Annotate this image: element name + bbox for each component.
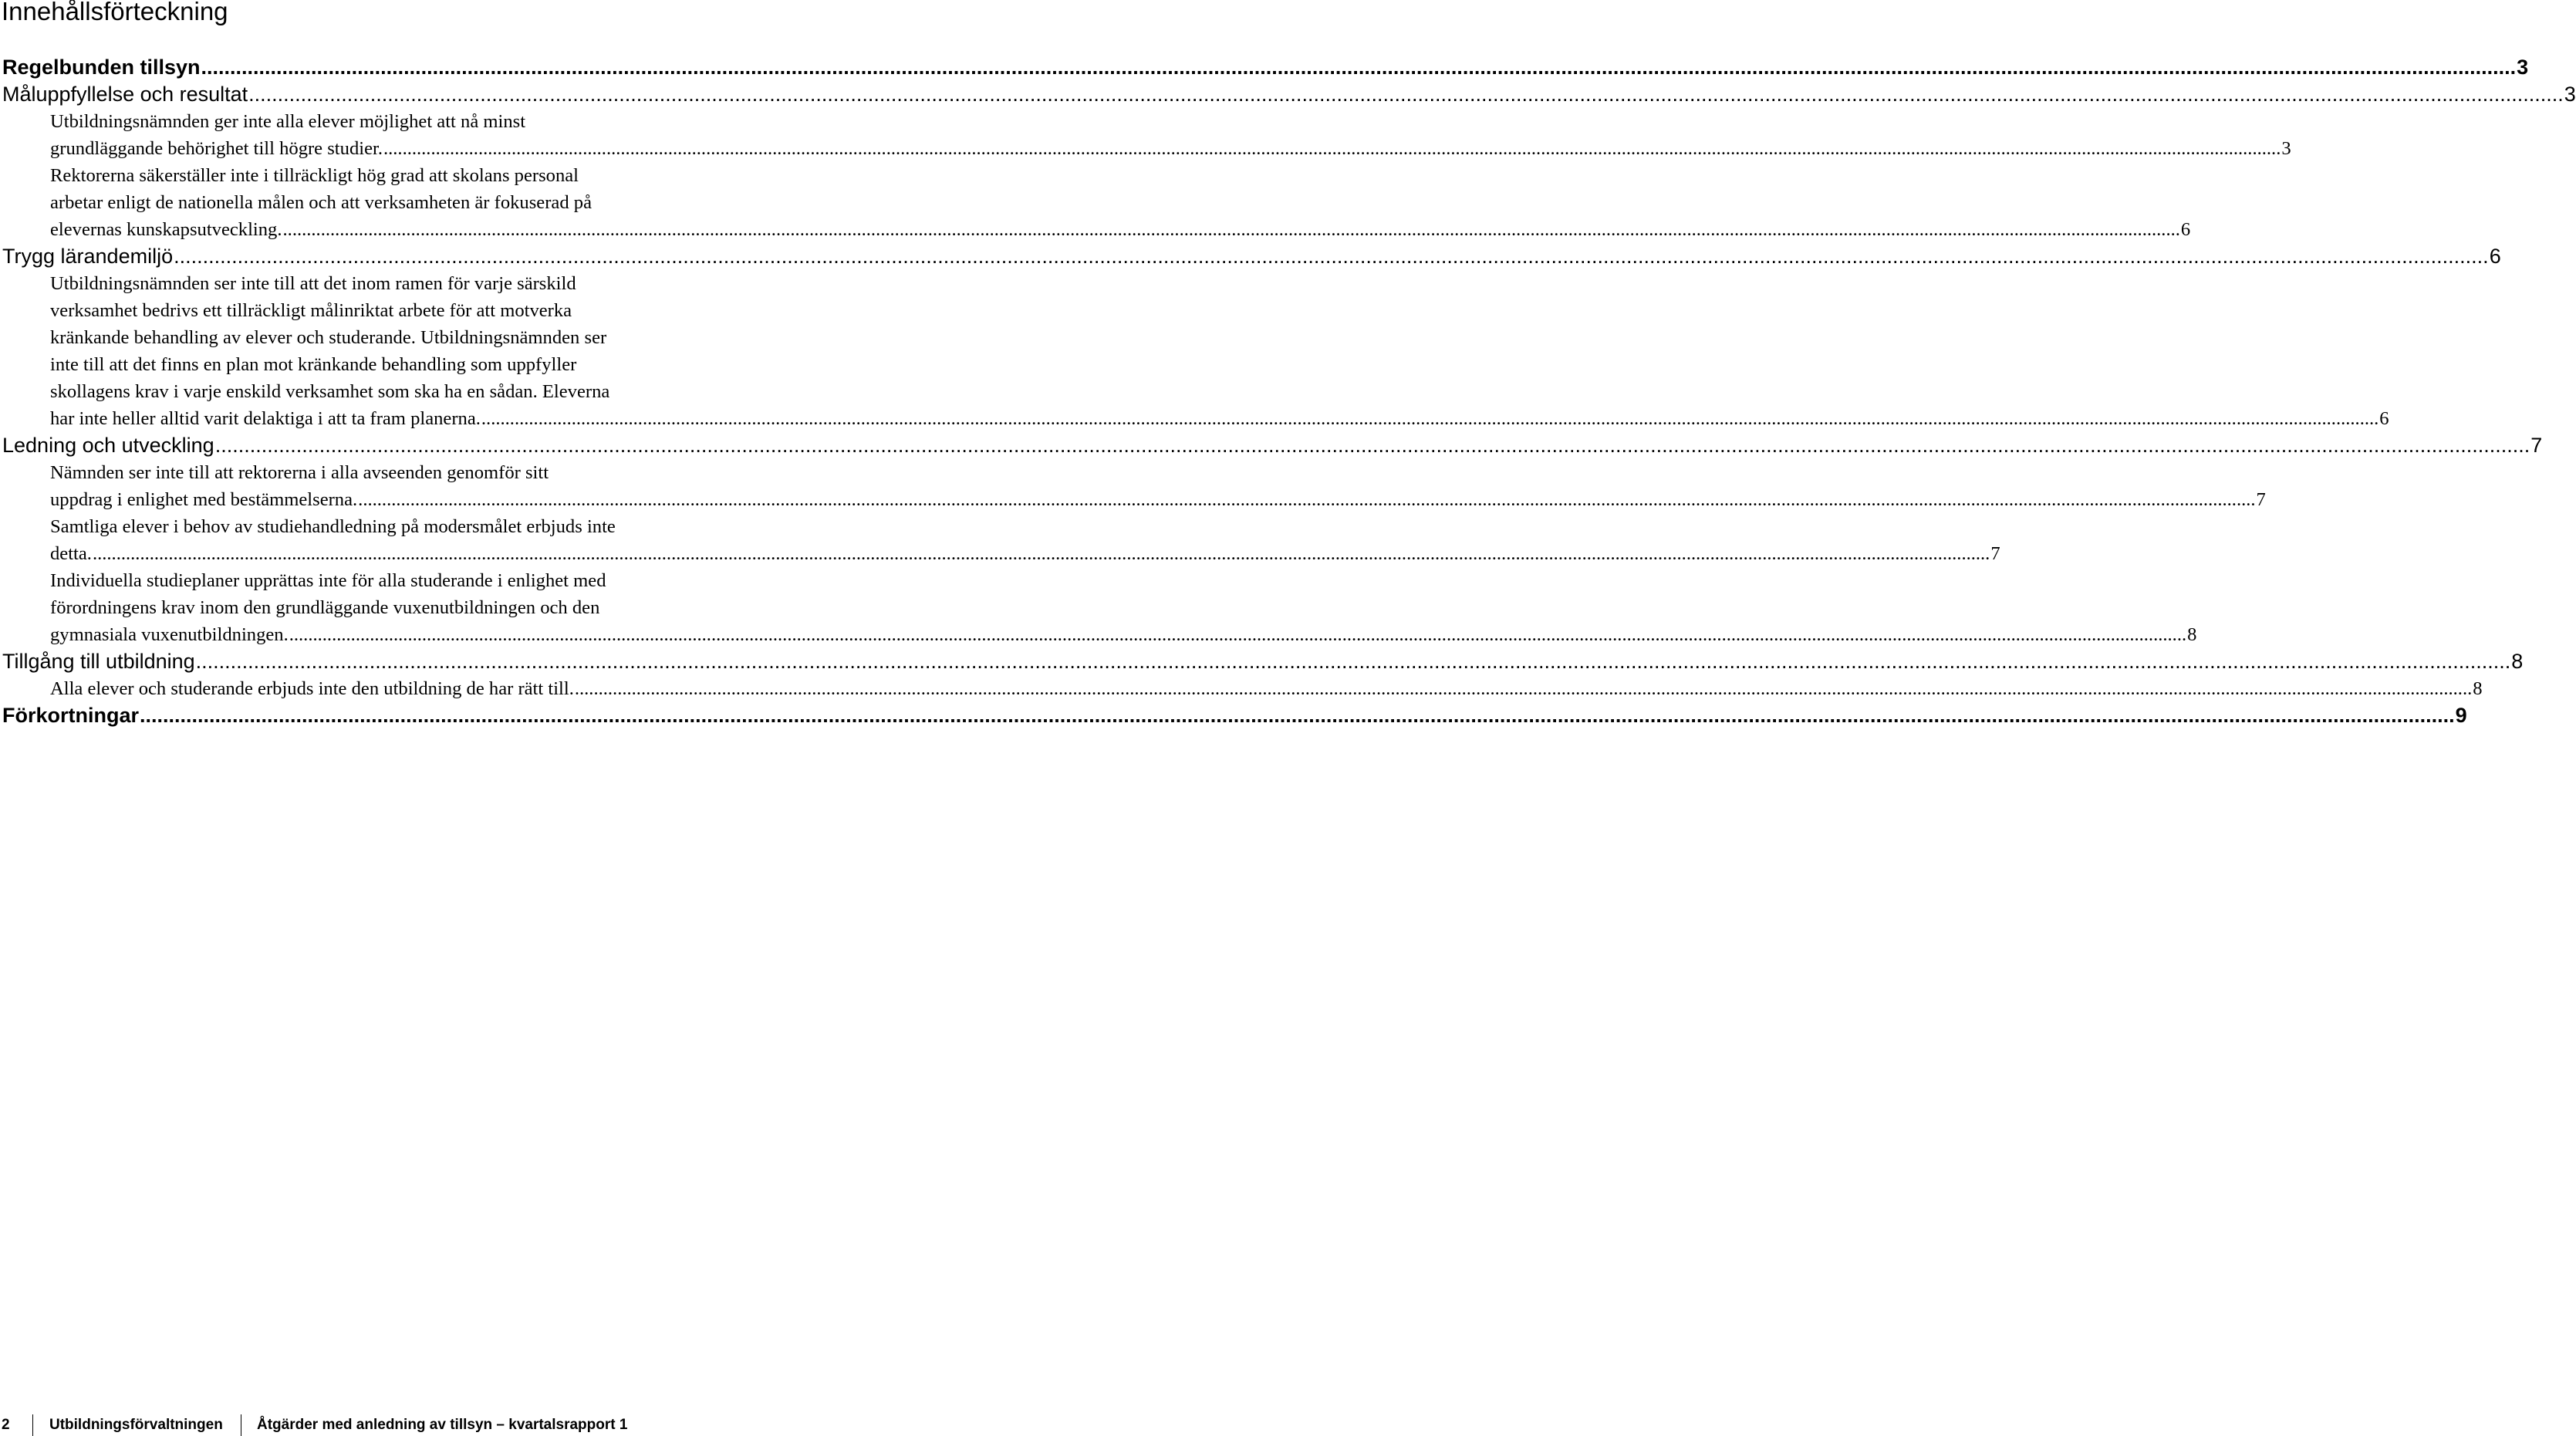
page-footer	[0, 1414, 741, 1436]
toc-dot-leader: ................................................................................................................................................................................................................................................................................................................................................................................................................	[248, 83, 2564, 106]
toc-entry-line	[50, 621, 2197, 648]
footer-report-title: Åtgärder med anledning av tillsyn – kvartalsrapport 1	[257, 1417, 628, 1433]
toc-entry-line	[2, 702, 2467, 729]
toc-entry-text: Utbildningsnämnden ser inte till att det inom ramen för varje särskild	[50, 273, 576, 294]
toc-dot-leader: ................................................................................................................................................................................................................................................................................................................................................................................................................	[481, 408, 2379, 429]
toc-entry[interactable]	[2, 459, 2266, 513]
footer-organization: Utbildningsförvaltningen	[49, 1417, 223, 1433]
toc-entry-line	[50, 567, 735, 594]
toc-entry[interactable]	[2, 648, 2524, 675]
toc-page-number: 8	[2511, 650, 2524, 673]
toc-page-number: 7	[2530, 434, 2543, 457]
toc-entry[interactable]	[2, 243, 2501, 270]
toc-entry[interactable]	[2, 162, 2191, 243]
toc-entry[interactable]	[2, 675, 2483, 702]
toc-entry-line	[50, 216, 2191, 243]
toc-entry-text: Regelbunden tillsyn	[2, 56, 201, 79]
toc-entry[interactable]	[2, 513, 2000, 567]
toc-entry-line	[2, 243, 2501, 270]
toc-dot-leader: ................................................................................................................................................................................................................................................................................................................................................................................................................	[140, 704, 2455, 727]
toc-entry-text: Nämnden ser inte till att rektorerna i alla avseenden genomför sitt	[50, 462, 549, 483]
toc-entry-line	[50, 405, 2389, 432]
toc-entry-line	[50, 378, 735, 405]
toc-entry-line	[50, 324, 735, 351]
toc-page-number: 9	[2455, 704, 2467, 727]
toc-entry-text: detta.	[50, 543, 92, 564]
toc-entry-line	[50, 351, 735, 378]
toc-entry-line	[50, 540, 2000, 567]
toc-entry[interactable]	[2, 54, 2529, 81]
toc-entry-text: Trygg lärandemiljö	[2, 245, 174, 268]
toc-page-number: 6	[2489, 245, 2501, 268]
toc-entry-line	[50, 162, 735, 189]
toc-entry-line	[50, 108, 735, 135]
toc-entry-line	[50, 675, 2483, 702]
toc-entry-line	[50, 459, 735, 486]
toc-entry[interactable]	[2, 432, 2543, 459]
toc-entry-line	[2, 81, 2576, 108]
toc-entry-line	[50, 270, 735, 297]
toc-entry-text: förordningens krav inom den grundläggande vuxenutbildningen och den	[50, 597, 600, 618]
toc-entry[interactable]	[2, 81, 2576, 108]
footer-divider	[32, 1414, 33, 1436]
toc-entry-text: kränkande behandling av elever och studerande. Utbildningsnämnden ser	[50, 327, 607, 348]
toc-entry-text: uppdrag i enlighet med bestämmelserna.	[50, 489, 358, 510]
toc-entry-text: Alla elever och studerande erbjuds inte den utbildning de har rätt till.	[50, 678, 574, 699]
toc-page-number: 8	[2473, 678, 2483, 699]
toc-page-number: 3	[2564, 83, 2576, 106]
toc-entry-text: Ledning och utveckling	[2, 434, 214, 457]
toc-dot-leader: ................................................................................................................................................................................................................................................................................................................................................................................................................	[383, 138, 2281, 159]
toc-entry-text: Tillgång till utbildning	[2, 650, 195, 673]
toc-entry-text: elevernas kunskapsutveckling.	[50, 219, 282, 240]
toc-entry-line	[50, 594, 735, 621]
toc-entry-text: Utbildningsnämnden ger inte alla elever möjlighet att nå minst	[50, 111, 526, 132]
toc-entry-line	[50, 297, 735, 324]
toc-page-number: 3	[2281, 138, 2291, 159]
toc-entry-line	[50, 189, 735, 216]
toc-dot-leader: ................................................................................................................................................................................................................................................................................................................................................................................................................	[195, 650, 2511, 673]
footer-page-number: 2	[2, 1417, 10, 1433]
toc-entry-line	[2, 432, 2543, 459]
toc-page-number: 3	[2517, 56, 2529, 79]
toc-page-number: 6	[2180, 219, 2191, 240]
toc-entry[interactable]	[2, 270, 2389, 432]
table-of-contents	[2, 54, 2576, 729]
toc-dot-leader: ................................................................................................................................................................................................................................................................................................................................................................................................................	[289, 624, 2187, 645]
toc-dot-leader: ................................................................................................................................................................................................................................................................................................................................................................................................................	[201, 56, 2517, 79]
toc-entry-line	[2, 54, 2529, 81]
toc-entry-text: skollagens krav i varje enskild verksamhet som ska ha en sådan. Eleverna	[50, 381, 610, 402]
toc-entry[interactable]	[2, 702, 2467, 729]
toc-page-number: 6	[2379, 408, 2389, 429]
toc-dot-leader: ................................................................................................................................................................................................................................................................................................................................................................................................................	[92, 543, 1990, 564]
toc-entry[interactable]	[2, 567, 2197, 648]
toc-dot-leader: ................................................................................................................................................................................................................................................................................................................................................................................................................	[174, 245, 2489, 268]
toc-entry-text: verksamhet bedrivs ett tillräckligt målinriktat arbete för att motverka	[50, 300, 572, 321]
toc-page-number: 8	[2187, 624, 2197, 645]
toc-entry-line	[50, 486, 2266, 513]
toc-entry-text: arbetar enligt de nationella målen och att verksamheten är fokuserad på	[50, 192, 592, 213]
toc-entry-text: Måluppfyllelse och resultat	[2, 83, 248, 106]
toc-entry-text: har inte heller alltid varit delaktiga i att ta fram planerna.	[50, 408, 481, 429]
toc-entry-text: gymnasiala vuxenutbildningen.	[50, 624, 289, 645]
page-title: Innehållsförteckning	[2, 0, 228, 25]
toc-entry-text: Samtliga elever i behov av studiehandledning på modersmålet erbjuds inte	[50, 516, 616, 537]
toc-entry-text: Individuella studieplaner upprättas inte för alla studerande i enlighet med	[50, 570, 606, 591]
toc-entry-line	[2, 648, 2524, 675]
toc-entry-text: grundläggande behörighet till högre studier.	[50, 138, 383, 159]
toc-dot-leader: ................................................................................................................................................................................................................................................................................................................................................................................................................	[282, 219, 2180, 240]
toc-dot-leader: ................................................................................................................................................................................................................................................................................................................................................................................................................	[574, 678, 2473, 699]
toc-entry-text: Rektorerna säkerställer inte i tillräckligt hög grad att skolans personal	[50, 165, 579, 186]
toc-entry-line	[50, 513, 735, 540]
toc-dot-leader: ................................................................................................................................................................................................................................................................................................................................................................................................................	[358, 489, 2256, 510]
toc-entry-line	[50, 135, 2291, 162]
toc-entry-text: Förkortningar	[2, 704, 140, 727]
toc-dot-leader: ................................................................................................................................................................................................................................................................................................................................................................................................................	[214, 434, 2530, 457]
toc-entry[interactable]	[2, 108, 2291, 162]
toc-page-number: 7	[1990, 543, 2000, 564]
toc-page-number: 7	[2256, 489, 2266, 510]
toc-entry-text: inte till att det finns en plan mot kränkande behandling som uppfyller	[50, 354, 577, 375]
